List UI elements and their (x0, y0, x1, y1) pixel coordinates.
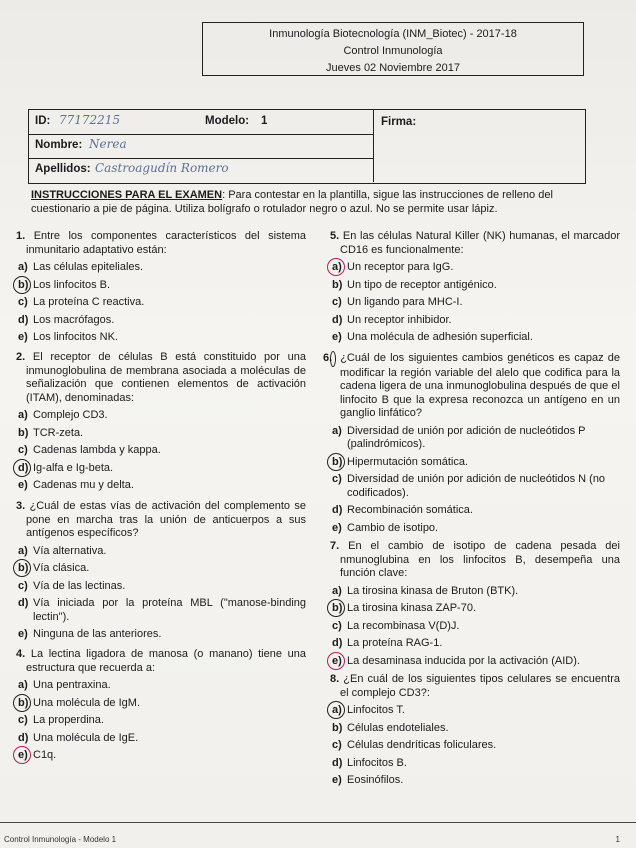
option-a: a) Vía alternativa. (18, 544, 107, 557)
question-stem: ¿En cuál de los siguientes tipos celulares se encuentra el complejo CD3?: (340, 673, 620, 699)
question-stem: El receptor de células B está constituido por una inmunoglobulina de membrana asociada a moléculas de señalización que contienen elementos de activación (ITAM), denominadas: (26, 351, 307, 404)
option-b: b) Una molécula de IgM. (16, 697, 306, 711)
footer-divider (0, 822, 636, 823)
question-number: 4. (16, 648, 26, 660)
nombre-value: Nerea (89, 137, 127, 151)
option-b: b) Un tipo de receptor antigénico. (332, 278, 497, 291)
id-fields (29, 110, 374, 182)
option-c: c) Vía de las lectinas. (18, 579, 126, 592)
option-a: a) La tirosina kinasa de Bruton (BTK). (332, 584, 519, 597)
question-2 (16, 351, 306, 493)
option-d: d) Una molécula de IgE. (18, 731, 139, 744)
option-a: a) Linfocitos T. (330, 704, 620, 718)
question-number: 1. (16, 230, 26, 242)
option-c: c) Un ligando para MHC-I. (332, 296, 463, 308)
option-b: b) Vía clásica. (16, 562, 306, 576)
option-b: b) Células endoteliales. (332, 721, 449, 734)
question-1 (16, 230, 306, 345)
option-b: b) Hipermutación somática. (330, 456, 620, 470)
exam-date: Jueves 02 Noviembre 2017 (326, 62, 460, 74)
firma-label: Firma: (381, 116, 417, 128)
course-title: Inmunología Biotecnología (INM_Biotec) - 2017-18 (269, 28, 517, 40)
question-stem: Entre los componentes característicos del sistema inmunitario adaptativo están: (26, 230, 306, 256)
option-b: b) Los linfocitos B. (16, 279, 306, 293)
question-number: 7. (330, 540, 340, 552)
option-c: c) La recombinasa V(D)J. (332, 619, 460, 632)
exam-header (202, 22, 584, 76)
option-b: b) La tirosina kinasa ZAP-70. (330, 602, 620, 616)
apellidos-row (29, 158, 373, 182)
option-e: e) Eosinófilos. (332, 774, 404, 786)
option-c: c) Cadenas lambda y kappa. (18, 444, 161, 456)
option-d: d) La proteína RAG-1. (332, 637, 443, 649)
option-c: c) Diversidad de unión por adición de nucleótidos N (no codificados). (332, 473, 606, 499)
instructions (31, 188, 591, 216)
nombre-row (29, 134, 373, 159)
question-stem: ¿Cuál de estas vías de activación del complemento se pone en marcha tras la unión de anticuerpos a sus antígenos específicos? (26, 500, 306, 539)
question-number: 8. (330, 673, 340, 685)
exam-title: Control Inmunología (343, 45, 443, 57)
page-number: 1 (615, 835, 620, 844)
question-number: 2. (16, 351, 26, 363)
instructions-heading: INSTRUCCIONES PARA EL EXAMEN (31, 189, 223, 201)
modelo-label: Modelo: (205, 115, 250, 127)
instructions-text: : Para contestar en la plantilla, sigue las instrucciones de relleno del cuestionario a pie de página. Utiliza bolígrafo o rotulador negro o azul. No se permite usar lápiz. (31, 189, 553, 215)
apellidos-value: Castroagudín Romero (95, 161, 229, 175)
question-stem: En el cambio de isotipo de cadena pesada dei nmunoglubina en los linfocitos B, desempeña una función clave: (340, 540, 620, 579)
question-stem: ¿Cuál de los siguientes cambios genéticos es capaz de modificar la región variable del alelo que codifica para la cadena ligera de una inmunoglobulina después de que el linfocito B que la expresa reconozca un antígeno en un ganglio linfático? (340, 352, 621, 419)
id-value: 77172215 (59, 113, 121, 127)
option-c: c) La properdina. (18, 714, 104, 726)
option-b: b) TCR-zeta. (18, 426, 84, 439)
question-3 (16, 500, 306, 642)
id-row (29, 110, 373, 135)
question-number: 3. (16, 500, 26, 512)
option-d: d) Recombinación somática. (332, 504, 473, 516)
question-7 (330, 540, 620, 668)
option-a: a) Las células epiteliales. (18, 261, 144, 273)
option-a: a) Complejo CD3. (18, 409, 108, 421)
question-number: 5. (330, 230, 340, 242)
question-5 (330, 230, 620, 345)
option-e: e) Una molécula de adhesión superficial. (332, 331, 533, 343)
nombre-label: Nombre: (35, 139, 83, 151)
option-d: d) Un receptor inhibidor. (332, 313, 452, 326)
option-d: d) Linfocitos B. (332, 756, 407, 769)
option-e: e) Cadenas mu y delta. (18, 479, 134, 491)
option-d: d) Los macrófagos. (18, 313, 115, 326)
question-number: 6. (330, 351, 336, 367)
option-e: e) La desaminasa inducida por la activación (AID). (330, 655, 620, 669)
footer-label: Control Inmunología - Modelo 1 (4, 835, 117, 844)
option-d: d) Ig-alfa e Ig-beta. (16, 462, 306, 476)
option-e: e) C1q. (16, 749, 306, 763)
option-e: e) Ninguna de las anteriores. (18, 628, 162, 640)
option-d: d) Vía iniciada por la proteína MBL ("manose-binding lectin"). (18, 597, 306, 623)
id-label: ID: (35, 115, 51, 127)
apellidos-label: Apellidos: (35, 163, 91, 175)
option-a: a) Diversidad de unión por adición de nucleótidos P (palindrómicos). (332, 424, 586, 450)
question-8 (330, 673, 620, 788)
modelo-value: 1 (261, 115, 268, 127)
option-c: c) Células dendríticas foliculares. (332, 739, 497, 751)
option-e: e) Los linfocitos NK. (18, 331, 118, 343)
question-4 (16, 648, 306, 763)
option-c: c) La proteína C reactiva. (18, 296, 145, 308)
question-6 (323, 351, 621, 535)
question-stem: La lectina ligadora de manosa (o manano) tiene una estructura que recuerda a: (26, 648, 306, 674)
option-a: a) Una pentraxina. (18, 679, 111, 691)
option-a: a) Un receptor para IgG. (330, 261, 620, 275)
option-e: e) Cambio de isotipo. (332, 521, 439, 534)
student-id-table (28, 109, 586, 184)
question-stem: En las células Natural Killer (NK) humanas, el marcador CD16 es funcionalmente: (340, 230, 620, 256)
